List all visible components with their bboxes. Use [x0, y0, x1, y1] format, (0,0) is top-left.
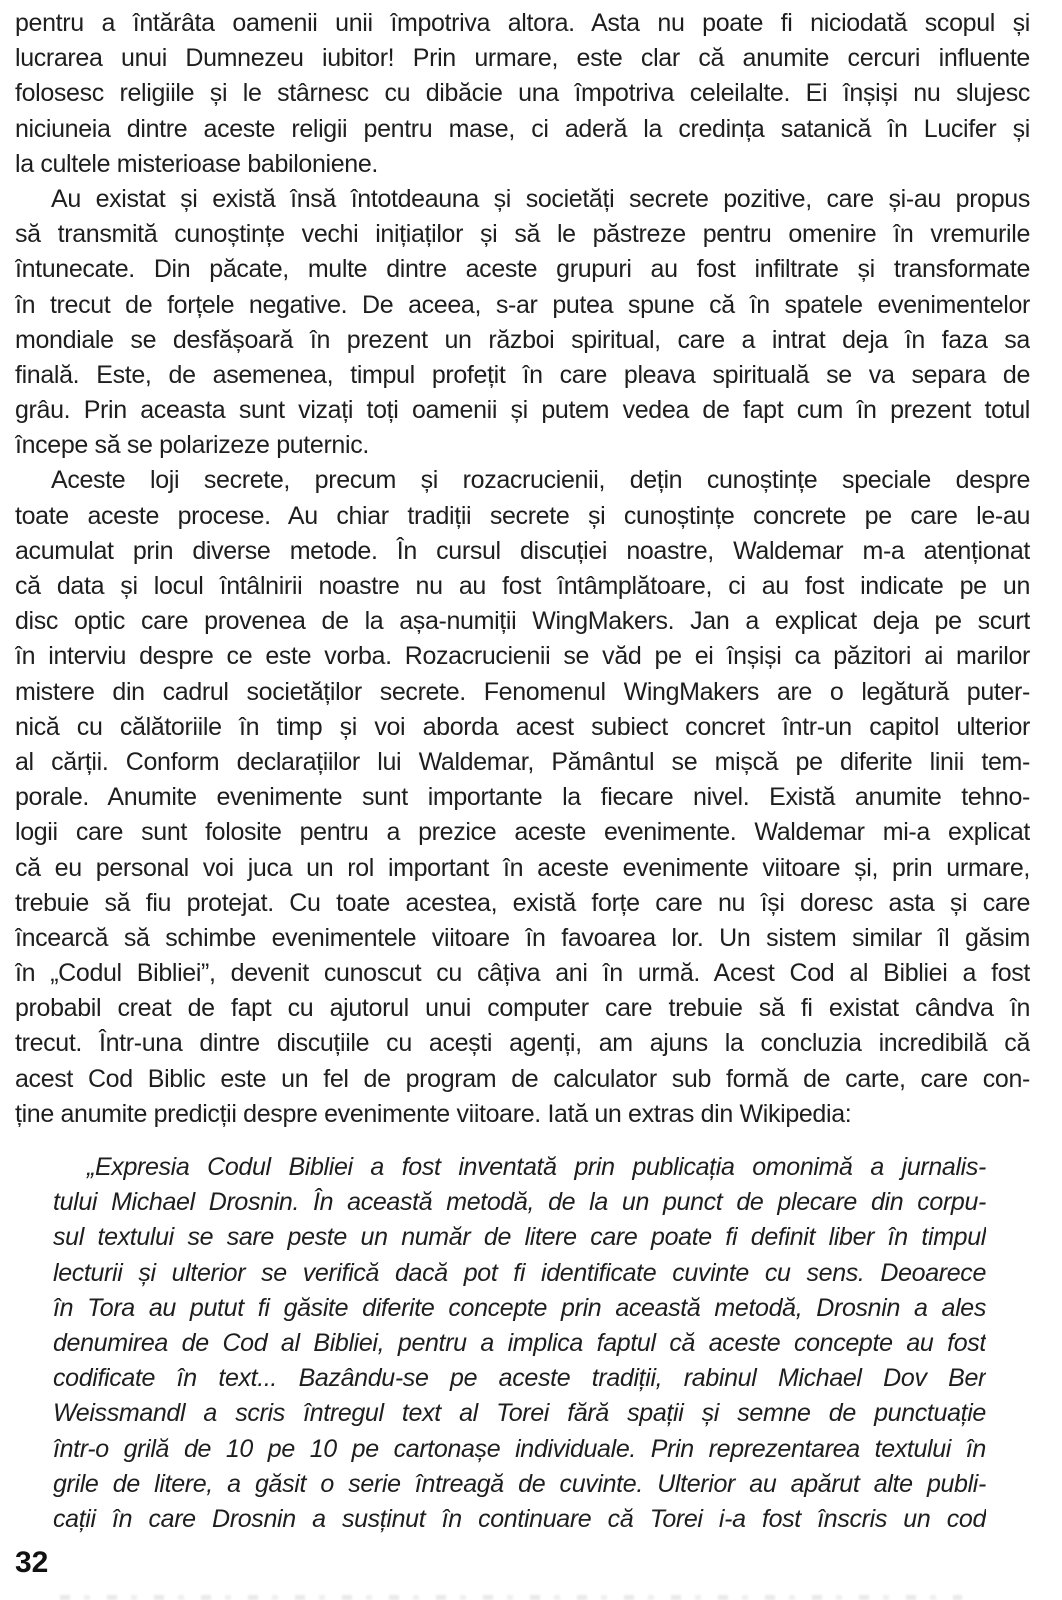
- text-line: Aceste loji secrete, precum și rozacrucienii, dețin cunoștințe speciale despre: [51, 466, 1030, 495]
- page-number: 32: [15, 1546, 49, 1579]
- text-line: disc optic care provenea de la așa-numiții WingMakers. Jan a explicat deja pe scurt: [15, 607, 1030, 636]
- text-line: porale. Anumite evenimente sunt importante la fiecare nivel. Există anumite tehno-: [15, 783, 1030, 812]
- text-line: toate aceste procese. Au chiar tradiții secrete și cunoștințe concrete pe care le-au: [15, 501, 1030, 530]
- text-line: într-o grilă de 10 pe 10 pe cartonașe individuale. Prin reprezentarea textului în: [53, 1434, 986, 1463]
- text-line: lecturii și ulterior se verifică dacă pot fi identificate cuvinte cu sens. Deoarece: [53, 1258, 986, 1287]
- paragraph-secret-lodges: [15, 463, 1030, 1132]
- wikipedia-blockquote: [53, 1150, 986, 1537]
- text-line: al cărții. Conform declarațiilor lui Waldemar, Pământul se mișcă pe diferite linii tem-: [15, 747, 1030, 776]
- text-line: logii care sunt folosite pentru a prezice aceste evenimente. Waldemar mi-a explicat: [15, 818, 1030, 847]
- text-line: acumulat prin diverse metode. În cursul discuției noastre, Waldemar m-a atenționat: [15, 536, 1030, 565]
- page-text: [15, 6, 1030, 1537]
- text-line: că data și locul întâlnirii noastre nu au fost întâmplătoare, ci au fost indicate pe un: [15, 572, 1030, 600]
- text-line: Au existat și există însă întotdeauna și societăți secrete pozitive, care și-au propus: [51, 184, 1030, 213]
- text-line: probabil creat de fapt cu ajutorul unui computer care trebuie să fi existat cândva în: [15, 994, 1030, 1023]
- text-line: tului Michael Drosnin. În această metodă, de la un punct de plecare din corpu-: [53, 1188, 986, 1217]
- text-line: grâu. Prin aceasta sunt vizați toți oamenii și putem vedea de fapt cum în prezent totul: [15, 396, 1030, 425]
- text-line: mondiale se desfășoară în prezent un război spiritual, care a intrat deja în faza sa: [15, 325, 1030, 354]
- text-line: niciuneia dintre aceste religii pentru mase, ci aderă la credința satanică în Lucifer și: [15, 114, 1030, 143]
- text-line: Weissmandl a scris întregul text al Torei fără spații și semne de punctuație: [53, 1399, 986, 1428]
- text-line: să transmită cunoștințe vechi inițiaților și să le păstreze pentru omenire în vremurile: [15, 220, 1030, 249]
- text-line: pentru a întărâta oamenii unii împotriva altora. Asta nu poate fi niciodată scopul și: [15, 9, 1030, 37]
- text-line: folosesc religiile și le stârnesc cu dibăcie una împotriva celeilalte. Ei înșiși nu slujesc: [15, 79, 1030, 108]
- text-line: în „Codul Bibliei”, devenit cunoscut cu câțiva ani în urmă. Acest Cod al Bibliei a fost: [15, 959, 1030, 988]
- paragraph-religions: [15, 6, 1030, 182]
- paragraph-secret-societies: [15, 182, 1030, 464]
- text-line: în Tora au putut fi găsite diferite concepte prin această metodă, Drosnin a ales: [53, 1293, 986, 1322]
- text-line: mistere din cadrul societăților secrete. Fenomenul WingMakers are o legătură puter-: [15, 677, 1030, 706]
- text-line: finală. Este, de asemenea, timpul profețit în care pleava spirituală se va separa de: [15, 360, 1030, 389]
- text-line: acest Cod Biblic este un fel de program de calculator sub formă de carte, care con-: [15, 1064, 1030, 1093]
- text-line: denumirea de Cod al Bibliei, pentru a implica faptul că aceste concepte au fost: [53, 1328, 986, 1357]
- next-line-text-peek: [60, 1595, 962, 1600]
- text-line: începe să se polarizeze puternic.: [15, 431, 369, 460]
- text-line: lucrarea unui Dumnezeu iubitor! Prin urmare, este clar că anumite cercuri influente: [15, 44, 1030, 73]
- text-line: „Expresia Codul Bibliei a fost inventată prin publicația omonimă a jurnalis-: [87, 1153, 986, 1181]
- text-line: trebuie să fiu protejat. Cu toate acestea, există forțe care nu își doresc asta și care: [15, 888, 1030, 917]
- text-line: sul textului se sare peste un număr de litere care poate fi definit liber în timpul: [53, 1223, 986, 1252]
- text-line: la cultele misterioase babiloniene.: [15, 149, 378, 178]
- text-line: cații în care Drosnin a susținut în continuare că Torei i-a fost înscris un cod: [53, 1504, 986, 1533]
- text-line: încearcă să schimbe evenimentele viitoare în favoarea lor. Un sistem similar îl găsim: [15, 923, 1030, 952]
- text-line: întunecate. Din păcate, multe dintre aceste grupuri au fost infiltrate și transformate: [15, 255, 1030, 284]
- text-line: codificate în text... Bazându-se pe aceste tradiții, rabinul Michael Dov Ber: [53, 1364, 986, 1393]
- text-line: că eu personal voi juca un rol important în aceste evenimente viitoare și, prin urmare,: [15, 853, 1030, 882]
- text-line: nică cu călătoriile în timp și voi aborda acest subiect concret într-un capitol ulterior: [15, 712, 1030, 741]
- text-line: în trecut de forțele negative. De aceea, s-ar putea spune că în spatele evenimentelor: [15, 290, 1030, 319]
- text-line: ține anumite predicții despre evenimente viitoare. Iată un extras din Wikipedia:: [15, 1099, 852, 1128]
- text-line: trecut. Într-una dintre discuțiile cu acești agenți, am ajuns la concluzia incredibilă că: [15, 1029, 1030, 1058]
- text-line: grile de litere, a găsit o serie întreagă de cuvinte. Ulterior au apărut alte publi-: [53, 1469, 986, 1498]
- text-line: în interviu despre ce este vorba. Rozacrucienii se văd pe ei înșiși ca păzitori ai marilor: [15, 642, 1030, 671]
